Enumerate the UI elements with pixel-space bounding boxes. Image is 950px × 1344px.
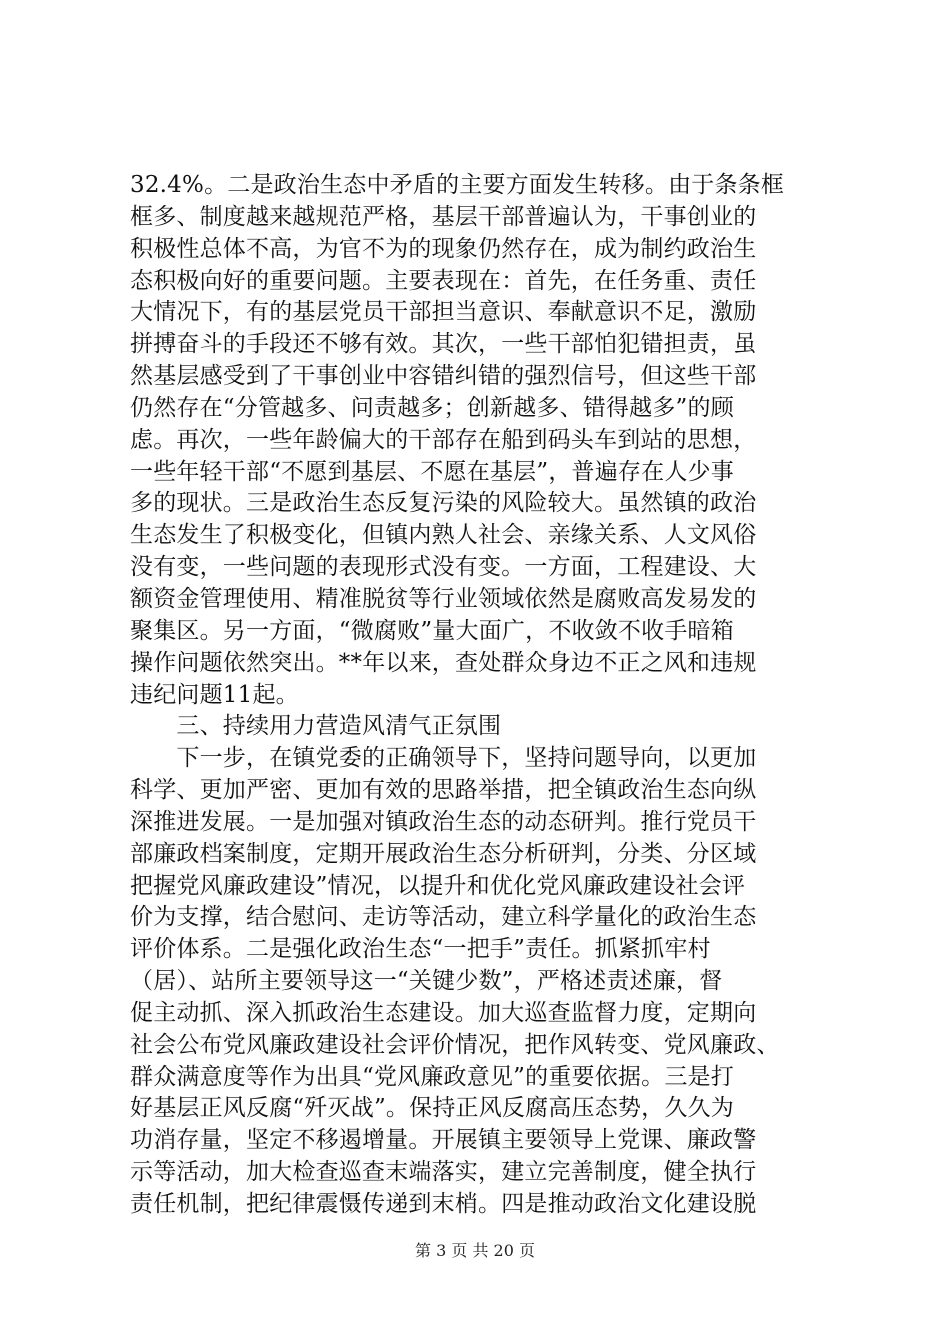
text-line: 多的现状。三是政治生态反复污染的风险较大。虽然镇的政治	[130, 490, 757, 517]
text-line: 32.4%。二是政治生态中矛盾的主要方面发生转移。由于条条框	[130, 172, 785, 198]
document-body	[130, 170, 830, 1221]
text-line: 操作问题依然突出。**年以来，查处群众身边不正之风和违规	[130, 649, 757, 676]
text-line: 科学、更加严密、更加有效的思路举措，把全镇政治生态向纵	[130, 777, 757, 804]
text-line: 违纪问题11起。	[130, 681, 299, 708]
text-line: 促主动抓、深入抓政治生态建设。加大巡查监督力度，定期向	[130, 999, 757, 1026]
text-line: 态积极向好的重要问题。主要表现在：首先，在任务重、责任	[130, 267, 757, 294]
text-line: 没有变，一些问题的表现形式没有变。一方面，工程建设、大	[130, 554, 757, 581]
text-line: 仍然存在“分管越多、问责越多；创新越多、错得越多”的顾	[130, 394, 734, 421]
text-line: 拼搏奋斗的手段还不够有效。其次，一些干部怕犯错担责，虽	[130, 331, 757, 358]
text-line: 群众满意度等作为出具“党风廉政意见”的重要依据。三是打	[130, 1063, 734, 1090]
text-line: 框多、制度越来越规范严格，基层干部普遍认为，干事创业的	[130, 203, 757, 230]
text-line: 好基层正风反腐“歼灭战”。保持正风反腐高压态势，久久为	[130, 1095, 734, 1122]
text-line: （居）、站所主要领导这一“关键少数”，严格述责述廉，督	[130, 968, 723, 995]
text-line: 社会公布党风廉政建设社会评价情况，把作风转变、党风廉政、	[130, 1031, 780, 1058]
text-line: 深推进发展。一是加强对镇政治生态的动态研判。推行党员干	[130, 808, 757, 835]
text-line: 然基层感受到了干事创业中容错纠错的强烈信号，但这些干部	[130, 363, 757, 390]
text-line: 一些年轻干部“不愿到基层、不愿在基层”，普遍存在人少事	[130, 458, 734, 485]
text-line: 虑。再次，一些年龄偏大的干部存在船到码头车到站的思想，	[130, 426, 757, 453]
text-line: 评价体系。二是强化政治生态“一把手”责任。抓紧抓牢村	[130, 936, 711, 963]
text-line: 部廉政档案制度，定期开展政治生态分析研判，分类、分区域	[130, 840, 757, 867]
text-line: 三、持续用力营造风清气正氛围	[130, 713, 502, 740]
text-line: 责任机制，把纪律震慑传递到末梢。四是推动政治文化建设脱	[130, 1191, 757, 1217]
text-line: 把握党风廉政建设”情况，以提升和优化党风廉政建设社会评	[130, 872, 746, 899]
text-line: 生态发生了积极变化，但镇内熟人社会、亲缘关系、人文风俗	[130, 522, 757, 549]
text-line: 积极性总体不高，为官不为的现象仍然存在，成为制约政治生	[130, 235, 757, 262]
text-line: 额资金管理使用、精准脱贫等行业领域依然是腐败高发易发的	[130, 585, 757, 612]
text-line: 价为支撑，结合慰问、走访等活动，建立科学量化的政治生态	[130, 904, 757, 931]
page-footer: 第 3 页 共 20 页	[415, 1241, 535, 1260]
text-line: 下一步，在镇党委的正确领导下，坚持问题导向，以更加	[130, 745, 757, 772]
text-line: 示等活动，加大检查巡查末端落实，建立完善制度，健全执行	[130, 1159, 757, 1186]
text-line: 聚集区。另一方面，“微腐败”量大面广，不收敛不收手暗箱	[130, 617, 734, 644]
text-line: 功消存量，坚定不移遏增量。开展镇主要领导上党课、廉政警	[130, 1127, 757, 1154]
text-line: 大情况下，有的基层党员干部担当意识、奉献意识不足，激励	[130, 299, 757, 326]
